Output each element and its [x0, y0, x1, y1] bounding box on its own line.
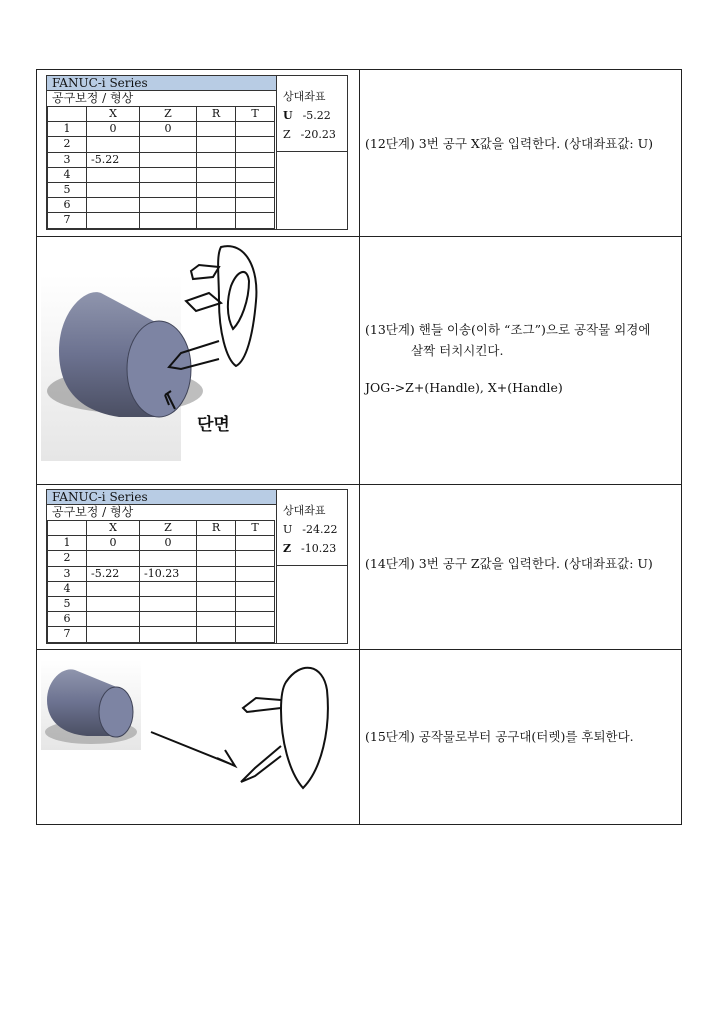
cell-z: 0: [140, 536, 197, 551]
cell-z: [140, 167, 197, 182]
z-readout: [283, 128, 336, 141]
row-number: 5: [48, 596, 87, 611]
table-row: [48, 536, 275, 551]
row-number: 7: [48, 627, 87, 642]
cell-z: [140, 581, 197, 596]
row-number: 3: [48, 566, 87, 581]
row-number: 4: [48, 581, 87, 596]
cell-t: [236, 612, 275, 627]
header-cell: [48, 107, 87, 122]
relative-coordinates: [276, 490, 348, 566]
procedure-table: [36, 69, 682, 825]
row-number: 5: [48, 182, 87, 197]
workpiece-touch-figure: [41, 241, 351, 481]
relative-coordinates-label: 상대좌표: [283, 504, 326, 517]
cell-t: [236, 182, 275, 197]
column-divider: [359, 237, 360, 484]
cell-r: [197, 536, 236, 551]
cell-z: [140, 198, 197, 213]
cell-x: [87, 198, 140, 213]
u-readout: [283, 109, 331, 122]
table-row: [48, 137, 275, 152]
cell-t: [236, 137, 275, 152]
table-row: [48, 612, 275, 627]
cell-t: [236, 198, 275, 213]
step12-row: [37, 70, 681, 237]
row-number: 4: [48, 167, 87, 182]
table-row: [48, 213, 275, 228]
u-value: -24.22: [302, 523, 338, 536]
step15-text: (15단계) 공작물로부터 공구대(터렛)를 후퇴한다.: [365, 729, 634, 744]
cell-r: [197, 213, 236, 228]
relative-coordinates-label: 상대좌표: [283, 90, 326, 103]
cell-z: [140, 213, 197, 228]
cell-r: [197, 152, 236, 167]
cell-t: [236, 596, 275, 611]
cell-r: [197, 627, 236, 642]
cell-t: [236, 152, 275, 167]
column-divider: [359, 70, 360, 236]
cell-z: 0: [140, 122, 197, 137]
step13-row: [37, 237, 681, 485]
cell-r: [197, 167, 236, 182]
header-cell: R: [197, 521, 236, 536]
cell-x: [87, 596, 140, 611]
cell-r: [197, 596, 236, 611]
cell-x: [87, 167, 140, 182]
cell-x: [87, 581, 140, 596]
cell-z: [140, 152, 197, 167]
cell-r: [197, 122, 236, 137]
step15-row: [37, 650, 681, 825]
table-row: [48, 122, 275, 137]
table-row: [48, 596, 275, 611]
column-divider: [359, 650, 360, 825]
z-value: -10.23: [301, 542, 337, 555]
table-row: [48, 198, 275, 213]
row-number: 6: [48, 198, 87, 213]
row-number: 1: [48, 536, 87, 551]
section-caption: 단면: [197, 415, 230, 435]
u-readout: [283, 523, 338, 536]
cell-r: [197, 612, 236, 627]
row-number: 6: [48, 612, 87, 627]
cell-x: [87, 551, 140, 566]
cell-t: [236, 566, 275, 581]
cell-z: [140, 612, 197, 627]
cell-z: [140, 627, 197, 642]
cell-t: [236, 551, 275, 566]
header-cell: X: [87, 107, 140, 122]
header-cell: [48, 521, 87, 536]
tool-insert-lower: [241, 746, 281, 782]
step12-text: (12단계) 3번 공구 X값을 입력한다. (상대좌표값: U): [365, 136, 654, 151]
header-cell: Z: [140, 107, 197, 122]
header-cell: X: [87, 521, 140, 536]
offset-table: [47, 106, 275, 229]
cell-r: [197, 182, 236, 197]
cell-t: [236, 167, 275, 182]
row-number: 2: [48, 551, 87, 566]
table-row: [48, 627, 275, 642]
retract-arrow: [151, 732, 235, 766]
cell-t: [236, 122, 275, 137]
panel-subtitle: 공구보정 / 형상: [52, 505, 134, 519]
panel-title: FANUC-i Series: [47, 490, 276, 505]
z-readout: [283, 542, 336, 555]
table-row: [48, 152, 275, 167]
panel-blank-area: [276, 151, 348, 229]
tool-insert-upper: [243, 698, 281, 712]
step13-line2: 살짝 터치시킨다.: [411, 343, 504, 358]
table-row: [48, 167, 275, 182]
cell-x: [87, 137, 140, 152]
header-cell: T: [236, 107, 275, 122]
tool-turret-sketch: [218, 246, 256, 366]
cell-t: [236, 627, 275, 642]
tool-insert-upper: [186, 265, 221, 311]
u-label: U: [283, 109, 293, 122]
cell-x: 0: [87, 122, 140, 137]
panel-subtitle: 공구보정 / 형상: [52, 91, 134, 105]
u-value: -5.22: [302, 109, 331, 122]
cell-x: [87, 213, 140, 228]
cell-z: [140, 137, 197, 152]
z-label: Z: [283, 542, 292, 555]
row-number: 7: [48, 213, 87, 228]
cell-z: -10.23: [140, 566, 197, 581]
table-row: [48, 581, 275, 596]
z-value: -20.23: [300, 128, 336, 141]
cell-t: [236, 581, 275, 596]
tool-turret-sketch: [281, 668, 328, 788]
u-label: U: [283, 523, 293, 536]
header-cell: T: [236, 521, 275, 536]
workpiece-end-face: [99, 687, 133, 737]
fanuc-offset-panel-2: [46, 489, 348, 644]
panel-title: FANUC-i Series: [47, 76, 276, 91]
row-number: 1: [48, 122, 87, 137]
step14-row: [37, 485, 681, 650]
relative-coordinates: [276, 76, 348, 152]
row-number: 3: [48, 152, 87, 167]
table-row: [48, 551, 275, 566]
cell-r: [197, 137, 236, 152]
panel-blank-area: [276, 565, 348, 643]
cell-z: [140, 182, 197, 197]
cell-r: [197, 198, 236, 213]
fanuc-offset-panel-1: [46, 75, 348, 230]
table-header-row: [48, 521, 275, 536]
cell-x: [87, 612, 140, 627]
z-label: Z: [283, 128, 291, 141]
cell-x: -5.22: [87, 152, 140, 167]
offset-table: [47, 520, 275, 643]
cell-r: [197, 551, 236, 566]
cell-t: [236, 536, 275, 551]
header-cell: R: [197, 107, 236, 122]
step14-text: (14단계) 3번 공구 Z값을 입력한다. (상대좌표값: U): [365, 556, 653, 571]
cell-x: 0: [87, 536, 140, 551]
retract-tool-figure: [41, 660, 351, 820]
cell-t: [236, 213, 275, 228]
header-cell: Z: [140, 521, 197, 536]
cell-z: [140, 596, 197, 611]
cell-z: [140, 551, 197, 566]
cell-r: [197, 581, 236, 596]
table-row: [48, 566, 275, 581]
cell-x: [87, 182, 140, 197]
step13-line3: JOG->Z+(Handle), X+(Handle): [365, 380, 563, 395]
column-divider: [359, 485, 360, 649]
table-row: [48, 182, 275, 197]
cell-x: [87, 627, 140, 642]
row-number: 2: [48, 137, 87, 152]
table-header-row: [48, 107, 275, 122]
step13-line1: (13단계) 핸들 이송(이하 “조그”)으로 공작물 외경에: [365, 322, 651, 337]
cell-x: -5.22: [87, 566, 140, 581]
step13-text: [365, 319, 650, 398]
cell-r: [197, 566, 236, 581]
